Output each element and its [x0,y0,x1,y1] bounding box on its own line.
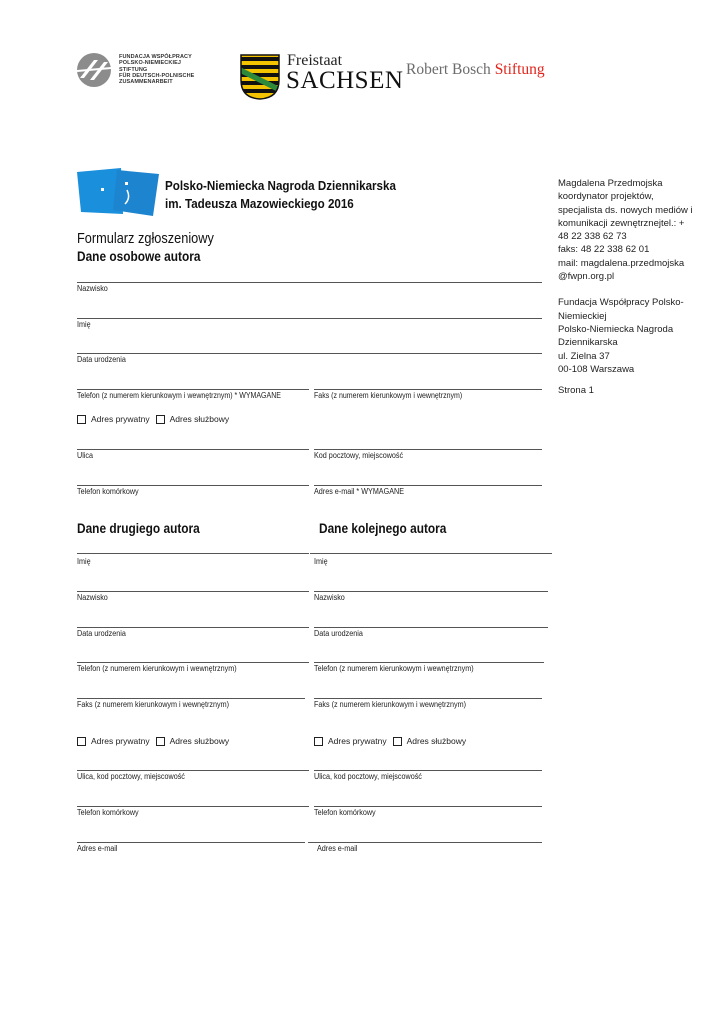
second-address-type-row [77,736,229,746]
ulica-label: Ulica [77,451,94,460]
bosch-stiftung-text: Stiftung [494,61,545,78]
prize-logo-icon [77,168,159,216]
nazwisko-label: Nazwisko [77,284,108,293]
contact-line: 00-108 Warszawa [558,363,635,375]
kod-label: Kod pocztowy, miejscowość [314,451,404,460]
next-telefon-input-line[interactable] [314,662,544,663]
next-adres-sluzbowy-label: Adres służbowy [406,736,467,746]
imie-input-line[interactable] [77,318,542,319]
second-ulica-input-line[interactable] [77,770,309,771]
second-faks-label: Faks (z numerem kierunkowym i wewnętrznym) [77,700,230,709]
second-telefon-kom-label: Telefon komórkowy [77,808,139,817]
next-ulica-input-line[interactable] [314,770,542,771]
faks-label: Faks (z numerem kierunkowym i wewnętrznym) [314,391,463,400]
bosch-name-text: Robert Bosch [406,61,495,78]
fwpn-name-text: FUNDACJA WSPÓŁPRACY POLSKO-NIEMIECKIEJ STIFTUNG FÜR DEUTSCH-POLNISCHE ZUSAMMENARBEIT [119,54,195,86]
contact-line: koordynator projektów, [558,191,654,203]
contact-line: mail: magdalena.przedmojska [558,257,685,269]
contact-line: ul. Zielna 37 [558,350,610,362]
contact-line: Polsko-Niemiecka Nagroda [558,323,674,335]
adres-sluzbowy-label: Adres służbowy [169,414,230,424]
section-personal-heading: Dane osobowe autora [77,249,201,264]
page-number: Strona 1 [558,385,594,397]
next-data-urodzenia-input-line[interactable] [314,627,548,628]
telefon-input-line[interactable] [77,389,309,390]
ulica-input-line[interactable] [77,449,309,450]
second-adres-prywatny-label: Adres prywatny [91,736,150,746]
second-email-label: Adres e-mail [77,844,118,853]
next-ulica-label: Ulica, kod pocztowy, miejscowość [314,772,422,781]
telefon-kom-label: Telefon komórkowy [77,487,139,496]
faks-input-line[interactable] [314,389,542,390]
second-nazwisko-input-line[interactable] [77,591,309,592]
contact-spacer [558,283,693,296]
bosch-logo [406,61,545,79]
next-adres-prywatny-label: Adres prywatny [328,736,387,746]
second-telefon-input-line[interactable] [77,662,309,663]
second-nazwisko-label: Nazwisko [77,593,108,602]
second-imie-label: Imię [77,557,91,566]
contact-line: faks: 48 22 338 62 01 [558,244,650,256]
imie-label: Imię [77,320,91,329]
second-ulica-label: Ulica, kod pocztowy, miejscowość [77,772,185,781]
sachsen-name-text: SACHSEN [286,67,404,94]
email-label: Adres e-mail * WYMAGANE [314,487,405,496]
next-nazwisko-input-line[interactable] [314,591,548,592]
next-faks-label: Faks (z numerem kierunkowym i wewnętrznym) [314,700,467,709]
second-faks-input-line[interactable] [77,698,305,699]
next-author-heading: Dane kolejnego autora [319,521,447,536]
next-adres-sluzbowy-checkbox[interactable] [393,737,402,746]
second-data-urodzenia-input-line[interactable] [77,627,309,628]
contact-line: @fwpn.org.pl [558,271,615,283]
next-faks-input-line[interactable] [314,698,542,699]
second-email-input-line[interactable] [77,842,305,843]
fwpn-logo [74,52,204,88]
contact-block [558,177,693,397]
second-telefon-label: Telefon (z numerem kierunkowym i wewnętrznym) [77,664,237,673]
prize-title-line1: Polsko-Niemiecka Nagroda Dziennikarska [165,178,396,193]
fwpn-emblem-icon [74,52,114,88]
sachsen-freistaat-text: Freistaat [287,52,343,69]
next-imie-label: Imię [314,557,328,566]
telefon-kom-input-line[interactable] [77,485,309,486]
data-urodzenia-label: Data urodzenia [77,355,126,364]
second-imie-input-line[interactable] [77,553,309,554]
sachsen-coat-of-arms-icon [240,54,280,100]
nazwisko-input-line[interactable] [77,282,542,283]
next-address-type-row [314,736,466,746]
adres-sluzbowy-checkbox[interactable] [156,415,165,424]
contact-line: specjalista ds. nowych mediów i [558,204,693,216]
telefon-label: Telefon (z numerem kierunkowym i wewnętrznym) * WYMAGANE [77,391,281,400]
contact-line: komunikacji zewnętrznejtel.: + [558,217,685,229]
contact-line: Fundacja Współpracy Polsko- [558,297,684,309]
data-urodzenia-input-line[interactable] [77,353,542,354]
adres-prywatny-checkbox[interactable] [77,415,86,424]
contact-line: Niemieckiej [558,310,607,322]
second-adres-sluzbowy-label: Adres służbowy [169,736,230,746]
next-email-input-line[interactable] [308,842,542,843]
contact-line: Magdalena Przedmojska [558,178,663,189]
next-telefon-kom-input-line[interactable] [314,806,542,807]
next-telefon-label: Telefon (z numerem kierunkowym i wewnętrznym) [314,664,474,673]
next-imie-input-line[interactable] [310,553,552,554]
next-nazwisko-label: Nazwisko [314,593,345,602]
address-type-row [77,414,229,424]
contact-spacer [558,376,693,384]
second-author-heading: Dane drugiego autora [77,521,200,536]
second-data-urodzenia-label: Data urodzenia [77,629,126,638]
next-adres-prywatny-checkbox[interactable] [314,737,323,746]
contact-line: Dziennikarska [558,337,618,349]
kod-input-line[interactable] [314,449,542,450]
email-input-line[interactable] [314,485,542,486]
second-adres-prywatny-checkbox[interactable] [77,737,86,746]
prize-title-line2: im. Tadeusza Mazowieckiego 2016 [165,196,354,211]
second-adres-sluzbowy-checkbox[interactable] [156,737,165,746]
sachsen-logo [240,52,404,100]
adres-prywatny-label: Adres prywatny [91,414,150,424]
second-telefon-kom-input-line[interactable] [77,806,309,807]
next-email-label: Adres e-mail [317,844,358,853]
form-title: Formularz zgłoszeniowy [77,231,214,247]
next-data-urodzenia-label: Data urodzenia [314,629,363,638]
next-telefon-kom-label: Telefon komórkowy [314,808,376,817]
contact-line: 48 22 338 62 73 [558,231,627,243]
